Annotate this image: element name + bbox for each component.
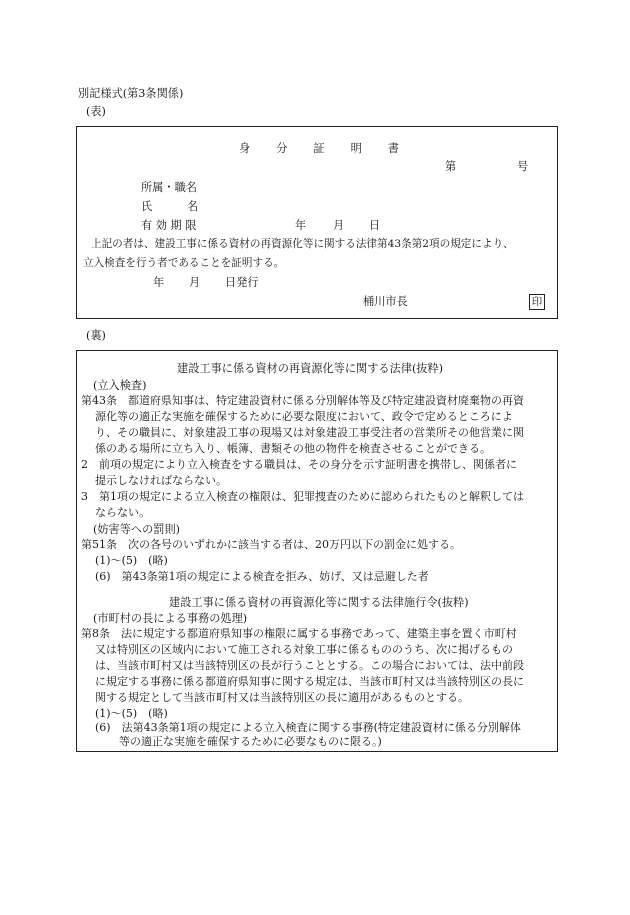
art51-item-6: (6) 第43条第1項の規定による検査を拒み、妨げ、又は忌避した者 [95, 570, 429, 583]
art43-p2-line-2: 提示しなければならない。 [95, 474, 227, 487]
art8-line-4: に規定する事務に係る都道府県知事に関する規定は、当該市町村又は当該特別区の長に [95, 675, 524, 688]
art43-p2-line-1: 2 前項の規定により立入検査をする職員は、その身分を示す証明書を携帯し、関係者に [81, 458, 517, 471]
ordinance-title: 建設工事に係る資材の再資源化等に関する法律施行令(抜粋) [169, 596, 469, 609]
statement-line-1: 上記の者は、建設工事に係る資材の再資源化等に関する法律第43条第2項の規定により、 [91, 238, 514, 250]
issuer: 桶川市長 [363, 295, 408, 308]
art8-line-1: 第8条 法に規定する都道府県知事の権限に属する事務であって、建築主事を置く市町村 [81, 627, 517, 640]
back-label: (裏) [86, 329, 106, 342]
art51: 第51条 次の各号のいずれかに該当する者は、20万円以下の罰金に処する。 [81, 538, 461, 551]
art8-item-6-line-2: 等の適正な実施を確保するために必要なものに限る。) [119, 735, 382, 748]
art43-p3-line-1: 3 第1項の規定による立入検査の権限は、犯罪捜査のために認められたものと解釈しては [81, 490, 524, 503]
heading-municipal: (市町村の長による事務の処理) [93, 612, 248, 625]
art51-item-1: (1)～(5) (略) [95, 554, 168, 567]
statement-line-2: 立入検査を行う者であることを証明する。 [83, 257, 285, 269]
art43-line-4: 係のある場所に立ち入り、帳簿、書類その他の物件を検査させることができる。 [95, 442, 491, 455]
number-suffix: 号 [517, 160, 529, 173]
title-char-1: 身 [239, 142, 251, 155]
art8-item-6-line-1: (6) 法第43条第1項の規定による立入検査に関する事務(特定建設資材に係る分別解体 [95, 721, 521, 734]
art8-line-2: 又は特別区の区域内において施工される対象工事に係るもののうち、次に掲げるもの [95, 643, 513, 656]
number-prefix: 第 [445, 160, 457, 173]
id-card-front [76, 126, 558, 319]
art43-line-3: り、その職員に、対象建設工事の現場又は対象建設工事受注者の営業所その他営業に関 [95, 426, 524, 439]
issue-day: 日発行 [225, 276, 259, 289]
title-char-4: 明 [350, 142, 362, 155]
issue-month: 月 [189, 276, 201, 289]
field-validity: 有 効 期 限 [141, 219, 197, 232]
validity-day: 日 [369, 219, 381, 232]
issue-year: 年 [153, 276, 165, 289]
seal-stamp: 印 [529, 294, 545, 310]
art43-line-1: 第43条 都道府県知事は、特定建設資材に係る分別解体等及び特定建設資材廃棄物の再資 [81, 394, 524, 407]
field-name-2: 名 [187, 200, 199, 213]
validity-month: 月 [333, 219, 345, 232]
title-char-5: 書 [387, 142, 399, 155]
heading-inspection: (立入検査) [93, 379, 147, 392]
field-affiliation: 所属・職名 [141, 181, 197, 194]
art43-p3-line-2: ならない。 [95, 506, 150, 519]
front-label: (表) [86, 105, 106, 118]
card-title [239, 141, 399, 156]
art8-line-5: 関する規定として当該市町村又は当該特別区の長に適用があるものとする。 [95, 691, 469, 704]
art8-line-3: は、当該市町村又は当該特別区の長が行うこととする。この場合においては、法中前段 [95, 659, 524, 672]
law-title: 建設工事に係る資材の再資源化等に関する法律(抜粋) [177, 362, 444, 375]
title-char-2: 分 [276, 142, 288, 155]
id-card-back [76, 350, 558, 752]
art43-line-2: 源化等の適正な実施を確保するために必要な限度において、政令で定めるところによ [95, 410, 513, 423]
art8-item-1: (1)～(5) (略) [95, 707, 168, 720]
field-name-1: 氏 [141, 200, 153, 213]
form-label: 別記様式(第3条関係) [78, 87, 184, 100]
title-char-3: 証 [313, 142, 325, 155]
validity-year: 年 [295, 219, 307, 232]
heading-penalty: (妨害等への罰則) [93, 523, 181, 536]
